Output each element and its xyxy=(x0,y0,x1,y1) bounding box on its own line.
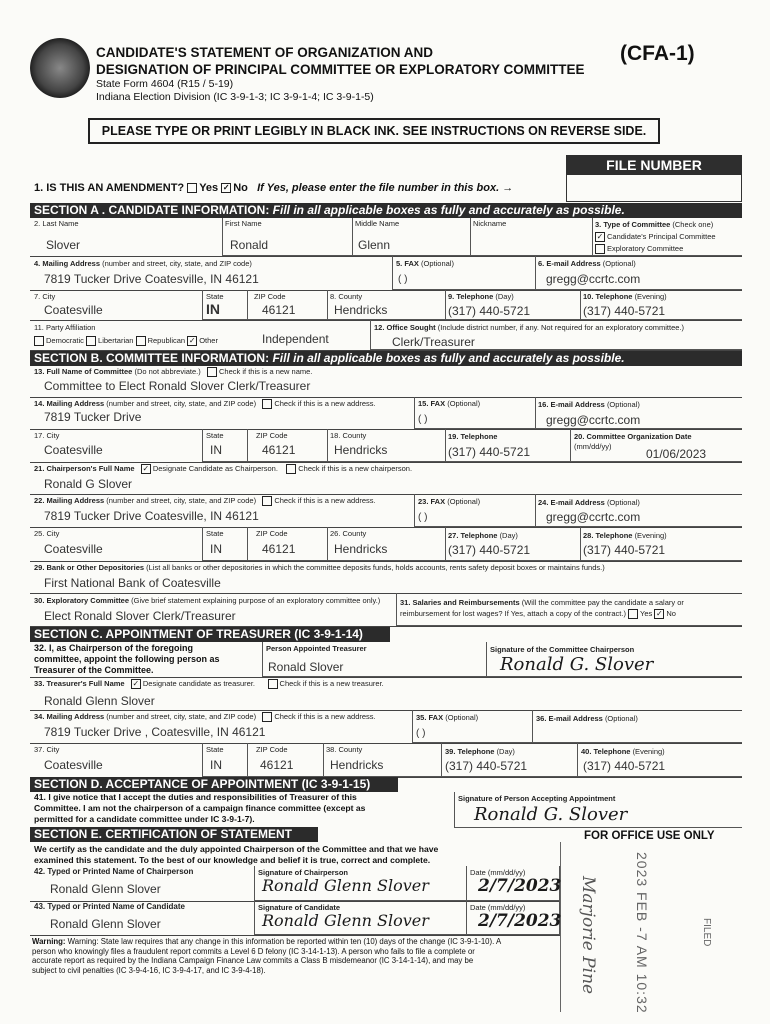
chair-telephone-evening-label: 28. Telephone xyxy=(583,531,633,540)
committee-email-field[interactable]: gregg@ccrtc.com xyxy=(546,413,641,427)
treasurer-city-label: 37. City xyxy=(34,745,60,754)
amendment-no-label: No xyxy=(233,182,248,194)
chair-city-label: 25. City xyxy=(34,529,60,538)
middle-name-label: Middle Name xyxy=(355,219,400,228)
fax-label: 5. FAX (Optional) xyxy=(396,259,454,268)
exploratory-label: 30. Exploratory Committee xyxy=(34,596,130,605)
mailing-address-field[interactable]: 7819 Tucker Drive Coatesville, IN 46121 xyxy=(44,272,259,286)
middle-name-field[interactable]: Glenn xyxy=(358,238,391,252)
designate-treasurer-label: Designate candidate as treasurer. xyxy=(142,679,256,688)
acceptance-statement: 41. I give notice that I accept the duties and responsibilities of Treasurer of this Committee. I am not the chairperson of a campaign finance committee (except as permitted for a candidate committee under IC 3-9-1-7). xyxy=(34,792,366,824)
last-name-label: 2. Last Name xyxy=(34,219,79,228)
file-number-field[interactable] xyxy=(566,175,742,202)
chair-telephone-day-field[interactable]: (317) 440-5721 xyxy=(448,543,531,557)
committee-fax-field[interactable]: ( ) xyxy=(418,414,428,425)
first-name-field[interactable]: Ronald xyxy=(230,238,269,252)
telephone-evening-field[interactable]: (317) 440-5721 xyxy=(583,304,666,318)
chairperson-field[interactable]: Ronald G Slover xyxy=(44,477,133,491)
committee-zip-field[interactable]: 46121 xyxy=(262,443,296,457)
bank-label: 29. Bank or Other Depositories xyxy=(34,563,145,572)
treasurer-email-label: 36. E-mail Address xyxy=(536,714,603,723)
chair-zip-label: ZIP Code xyxy=(256,529,288,538)
chair-city-field[interactable]: Coatesville xyxy=(44,542,103,556)
amendment-yes-label: Yes xyxy=(199,182,219,194)
state-form-number: State Form 4604 (R15 / 5-19) xyxy=(96,78,234,90)
designate-treasurer-checkbox[interactable]: ✓ xyxy=(132,679,140,689)
amendment-no-checkbox[interactable]: ✓ xyxy=(222,183,230,193)
zip-label: ZIP Code xyxy=(254,292,286,301)
committee-type-label: 3. Type of Committee (Check one) xyxy=(595,220,714,229)
salaries-no-checkbox[interactable]: ✓ xyxy=(656,609,663,619)
treasurer-mailing-field[interactable]: 7819 Tucker Drive , Coatesville, IN 46121 xyxy=(44,725,266,739)
exploratory-committee-checkbox[interactable] xyxy=(595,244,605,254)
form-title xyxy=(96,44,585,78)
title-line-1: CANDIDATE'S STATEMENT OF ORGANIZATION AND xyxy=(96,45,433,60)
city-field[interactable]: Coatesville xyxy=(44,303,103,317)
chair-date-label: Date (mm/dd/yy) xyxy=(470,868,526,877)
designate-chair-checkbox[interactable]: ✓ xyxy=(142,464,150,474)
treasurer-county-field[interactable]: Hendricks xyxy=(330,758,384,772)
candidate-signature[interactable]: Ronald Glenn Slover xyxy=(262,911,429,930)
salaries-yes-checkbox[interactable] xyxy=(628,609,638,619)
chair-cert-signature-label: Signature of Chairperson xyxy=(258,868,349,877)
new-name-checkbox[interactable] xyxy=(207,367,217,377)
treasurer-telephone-evening-label: 40. Telephone xyxy=(581,747,631,756)
principal-committee-checkbox[interactable]: ✓ xyxy=(596,232,604,242)
new-chair-checkbox[interactable] xyxy=(286,464,296,474)
treasurer-county-label: 38. County xyxy=(326,745,363,754)
treasurer-state-label: State xyxy=(206,745,224,754)
county-label: 8. County xyxy=(330,292,363,301)
chair-email-label: 24. E-mail Address xyxy=(538,498,605,507)
acceptance-signature-label: Signature of Person Accepting Appointment xyxy=(458,794,616,803)
section-a-hint: Fill in all applicable boxes as fully and accurately as possible. xyxy=(272,203,625,217)
new-treasurer-checkbox[interactable] xyxy=(268,679,278,689)
party-democratic-checkbox[interactable] xyxy=(34,336,44,346)
exploratory-field[interactable]: Elect Ronald Slover Clerk/Treasurer xyxy=(44,609,236,623)
telephone-day-label: 9. Telephone (Day) xyxy=(448,292,514,301)
city-label: 7. City xyxy=(34,292,56,301)
treasurer-new-address-checkbox[interactable] xyxy=(262,712,272,722)
candidate-signature-label: Signature of Candidate xyxy=(258,903,341,912)
committee-new-address-checkbox[interactable] xyxy=(262,399,272,409)
committee-fax-label: 15. FAX xyxy=(418,399,446,408)
title-line-2: DESIGNATION OF PRINCIPAL COMMITTEE OR EXPLORATORY COMMITTEE xyxy=(96,62,585,77)
mailing-label: 4. Mailing Address (number and street, city, state, and ZIP code) xyxy=(34,259,252,268)
treasurer-telephone-day-field[interactable]: (317) 440-5721 xyxy=(445,759,528,773)
section-c-title: SECTION C. APPOINTMENT OF TREASURER (IC 3-9-1-14) xyxy=(34,627,363,641)
fax-field[interactable]: ( ) xyxy=(398,274,408,285)
section-b-title: SECTION B. COMMITTEE INFORMATION: xyxy=(34,351,270,365)
certification-statement: We certify as the candidate and the duly appointed Chairperson of the Committee and that we have examined this statement. To the best of our knowledge and belief it is true, correct and complete. xyxy=(34,844,439,865)
telephone-evening-label: 10. Telephone (Evening) xyxy=(583,292,667,301)
chair-cert-signature[interactable]: Ronald Glenn Slover xyxy=(262,876,429,895)
acceptance-signature[interactable]: Ronald G. Slover xyxy=(474,804,628,825)
new-name-label: Check if this is a new name. xyxy=(219,367,313,376)
section-b-hint: Fill in all applicable boxes as fully and accurately as possible. xyxy=(272,351,625,365)
telephone-day-field[interactable]: (317) 440-5721 xyxy=(448,304,531,318)
exploratory-committee-label: Exploratory Committee xyxy=(607,244,684,253)
salaries-label: 31. Salaries and Reimbursements xyxy=(400,598,520,607)
candidate-date-field[interactable]: 2/7/2023 xyxy=(478,911,562,931)
amendment-instruction: If Yes, please enter the file number in this box. → xyxy=(257,182,514,194)
email-field[interactable]: gregg@ccrtc.com xyxy=(546,272,641,286)
treasurer-city-field[interactable]: Coatesville xyxy=(44,758,103,772)
organization-date-hint: (mm/dd/yy) xyxy=(574,442,612,451)
bank-field[interactable]: First National Bank of Coatesville xyxy=(44,576,221,590)
county-field[interactable]: Hendricks xyxy=(334,303,388,317)
indiana-state-seal xyxy=(30,38,90,98)
person-appointed-field[interactable]: Ronald Slover xyxy=(268,660,344,674)
file-number-header: FILE NUMBER xyxy=(566,155,742,175)
treasurer-telephone-evening-field[interactable]: (317) 440-5721 xyxy=(583,759,666,773)
designate-chair-label: Designate Candidate as Chairperson. xyxy=(152,464,278,473)
section-d-title: SECTION D. ACCEPTANCE OF APPOINTMENT (IC 3-9-1-15) xyxy=(34,777,371,791)
party-other-checkbox[interactable]: ✓ xyxy=(188,336,196,346)
committee-zip-label: ZIP Code xyxy=(256,431,288,440)
state-field[interactable]: IN xyxy=(206,301,220,317)
clerk-handwritten-note: Marjorie Pine xyxy=(578,876,598,995)
party-democratic-label: Democratic xyxy=(46,336,84,345)
committee-state-label: State xyxy=(206,431,224,440)
form-page: CANDIDATE'S STATEMENT OF ORGANIZATION AND DESIGNATION OF PRINCIPAL COMMITTEE OR EXPLORATORY COMMITTEE State Form 4604 (R15 / 5-19) Indiana Election Division (IC 3-9-1-3; IC 3-9-1-4; IC 3-9-1-5) (CFA-1) PLEASE TYPE OR PRINT LEGIBLY IN BLACK INK. SEE INSTRUCTIONS ON REVERSE SIDE. FILE NUMBER 1. IS THIS AN AMENDMENT? Yes ✓ No If Yes, please enter the file number in this box. → SECTION A . CANDIDATE INFORMATION: Fill in all applicable boxes as fully and accurately as possible. 2. Last Name Slover First Name Ronald Middle Name Glenn Nickname 3. Type of Committee (Check one) ✓ Candidate's Principal Committee Exploratory Committee 4. Mailing Address (number and street, city, state, and ZIP code) 7819 Tucker Drive Coatesville, IN 46121 5. FAX (Optional) ( ) 6. E-mail Address (Optional) gregg@ccrtc.com 7. City Coatesville State IN ZIP Code 46121 8. County Hendricks 9. Telephone (Day) (317) 440-5721 10. Telephone (Evening) (317) 440-5721 11. Party Affiliation Democratic Libertarian Republican ✓ Other Independent 12. Office Sought (Include district number, if any. Not required for an exploratory committee.) Clerk/Treasurer SECTION B. COMMITTEE INFORMATION: Fill in all applicable boxes as fully and accurately as possible. 13. Full Name of Committee (Do not abbreviate.) Check if this is a new name. Committee to Elect Ronald Slover Clerk/Treasurer 14. Mailing Address (number and street, city, state, and ZIP code) Check if this is a new address. 7819 Tucker Drive 15. FAX (Optional) ( ) 16. E-mail Address (Optional) gregg@ccrtc.com 17. City Coatesville State IN ZIP Code 46121 18. County Hendricks 19. Telephone (317) 440-5721 20. Committee Organization Date (mm/dd/yy) 01/06/2023 21. Chairperson's Full Name ✓ Designate Candidate as Chairperson. Check if this is a new chairperson. Ronald G Slover 22. Mailing Address (number and street, city, state, and ZIP code) Check if this is a new address. 7819 Tucker Drive Coatesville, IN 46121 23. FAX (Optional) ( ) 24. E-mail Address (Optional) gregg@ccrtc.com 25. City Coatesville State IN ZIP Code 46121 26. County Hendricks 27. Telephone (Day) (317) 440-5721 28. Telephone (Evening) (317) 440-5721 29. Bank or Other Depositories (List all banks or other depositories in which the committee deposits funds, holds accounts, rents safety deposit boxes or maintains funds.) First National Bank of Coatesville 30. Exploratory Committee (Give brief statement explaining purpose of an exploratory committee only.) Elect Ronald Slover Clerk/Treasurer 31. Salaries and Reimbursements (Will the committee pay the candidate a salary or reimbursement for lost wages? If Yes, attach a copy of the contract.) Yes ✓ No SECTION C. APPOINTMENT OF TREASURER (IC 3-9-1-14) 32. I, as Chairperson of the foregoing committee, appoint the following person as Treasurer of the Committee. Person Appointed Treasurer Ronald Slover Signature of the Committee Chairperson Ronald G. Slover 33. Treasurer's Full Name ✓ Designate candidate as treasurer. Check if this is a new treasurer. Ronald Glenn Slover 34. Mailing Address (number and street, city, state, and ZIP code) Check if this is a new address. 7819 Tucker Drive , Coatesville, IN 46121 35. FAX (Optional) ( ) 36. E-mail Address (Optional) 37. City Coatesville State IN ZIP Code 46121 38. County Hendricks 39. Telephone (Day) (317) 440-5721 40. Telephone (Evening) (317) 440-5721 SECTION D. ACCEPTANCE OF APPOINTMENT (IC 3-9-1-15) 41. I give notice that I accept the duties and responsibilities of Treasurer of this Committee. I am not the chairperson of a campaign finance committee (except as permitted for a candidate committee under IC 3-9-1-7). Signature of Person Accepting Appointment Ronald G. Slover SECTION E. CERTIFICATION OF STATEMENT FOR OFFICE USE ONLY We certify as the candidate and the duly appointed Chairperson of the Committee and that we have examined this statement. To the best of our knowledge and belief it is true, correct and complete. 42. Typed or Printed Name of Chairperson Ronald Glenn Slover Signature of Chairperson Ronald Glenn Slover Date (mm/dd/yy) 2/7/2023 43. Typed or Printed Name of Candidate Ronald Glenn Slover Signature of Candidate Ronald Glenn Slover Date (mm/dd/yy) 2/7/2023 Warning: Warning: State law requires that any change in this information be reported within ten (10) days of the change (IC 3-9-1-10). A person who knowingly files a fraudulent report commits a Level 6 D felony (IC 3-14-1-13). A person who fails to file a complete or accurate report as required by the Indiana Campaign Finance Law commits a Class B misdemeanor (IC 3-14-1-14), and may be subject to civil penalties (IC 3-9-4-16, IC 3-9-4-17, and IC 3-9-4-18). 2023 FEB -7 AM 10:32 FILED Marjorie Pine xyxy=(0,0,770,1024)
committee-name-field[interactable]: Committee to Elect Ronald Slover Clerk/Treasurer xyxy=(44,379,311,393)
first-name-label: First Name xyxy=(225,219,262,228)
treasurer-state-field[interactable]: IN xyxy=(210,758,222,772)
amendment-yes-checkbox[interactable] xyxy=(187,183,197,193)
treasurer-fax-label: 35. FAX xyxy=(416,713,444,722)
party-other-field[interactable]: Independent xyxy=(262,332,329,346)
candidate-date-label: Date (mm/dd/yy) xyxy=(470,903,526,912)
committee-county-field[interactable]: Hendricks xyxy=(334,443,388,457)
chair-county-label: 26. County xyxy=(330,529,367,538)
committee-state-field[interactable]: IN xyxy=(210,443,222,457)
zip-field[interactable]: 46121 xyxy=(262,303,296,317)
committee-mailing-field[interactable]: 7819 Tucker Drive xyxy=(44,410,142,424)
chair-new-address-checkbox[interactable] xyxy=(262,496,272,506)
received-date-stamp: 2023 FEB -7 AM 10:32 xyxy=(634,852,650,1014)
treasurer-fax-field[interactable]: ( ) xyxy=(416,728,426,739)
state-label: State xyxy=(206,292,224,301)
treasurer-telephone-day-label: 39. Telephone xyxy=(445,747,495,756)
candidate-name-label: 43. Typed or Printed Name of Candidate xyxy=(34,902,185,911)
chair-fax-label: 23. FAX xyxy=(418,497,446,506)
party-republican-label: Republican xyxy=(147,336,186,345)
committee-telephone-label: 19. Telephone xyxy=(448,432,498,441)
chair-state-label: State xyxy=(206,529,224,538)
treasurer-mailing-label: 34. Mailing Address xyxy=(34,712,105,721)
chair-signature-label: Signature of the Committee Chairperson xyxy=(490,645,635,654)
committee-email-label: 16. E-mail Address xyxy=(538,400,605,409)
party-other-label: Other xyxy=(199,336,218,345)
committee-city-label: 17. City xyxy=(34,431,60,440)
chair-county-field[interactable]: Hendricks xyxy=(334,542,388,556)
chair-fax-field[interactable]: ( ) xyxy=(418,512,428,523)
chair-state-field[interactable]: IN xyxy=(210,542,222,556)
chairperson-label: 21. Chairperson's Full Name xyxy=(34,464,135,473)
committee-telephone-field[interactable]: (317) 440-5721 xyxy=(448,445,531,459)
chair-mailing-label: 22. Mailing Address xyxy=(34,496,105,505)
committee-county-label: 18. County xyxy=(330,431,367,440)
party-libertarian-checkbox[interactable] xyxy=(86,336,96,346)
election-division: Indiana Election Division (IC 3-9-1-3; IC 3-9-1-4; IC 3-9-1-5) xyxy=(96,91,374,103)
treasurer-name-field[interactable]: Ronald Glenn Slover xyxy=(44,694,155,708)
appointment-statement: 32. I, as Chairperson of the foregoing committee, appoint the following person as Treasurer of the Committee. xyxy=(34,643,220,675)
office-sought-label: 12. Office Sought (Include district number, if any. Not required for an exploratory committee.) xyxy=(374,323,684,332)
ink-notice: PLEASE TYPE OR PRINT LEGIBLY IN BLACK INK. SEE INSTRUCTIONS ON REVERSE SIDE. xyxy=(88,118,660,144)
filed-stamp: FILED xyxy=(701,918,712,947)
chair-name-field[interactable]: Ronald Glenn Slover xyxy=(50,882,161,896)
committee-city-field[interactable]: Coatesville xyxy=(44,443,103,457)
principal-committee-label: Candidate's Principal Committee xyxy=(607,232,716,241)
chair-new-address-label: Check if this is a new address. xyxy=(274,496,376,505)
section-a-title: SECTION A . CANDIDATE INFORMATION: xyxy=(34,203,270,217)
chair-telephone-evening-field[interactable]: (317) 440-5721 xyxy=(583,543,666,557)
chair-email-field[interactable]: gregg@ccrtc.com xyxy=(546,510,641,524)
candidate-name-field[interactable]: Ronald Glenn Slover xyxy=(50,917,161,931)
section-b-bar xyxy=(30,351,742,366)
chair-mailing-field[interactable]: 7819 Tucker Drive Coatesville, IN 46121 xyxy=(44,509,259,523)
party-libertarian-label: Libertarian xyxy=(98,336,134,345)
nickname-label: Nickname xyxy=(473,219,507,228)
treasurer-name-label: 33. Treasurer's Full Name xyxy=(34,679,125,688)
section-e-bar xyxy=(30,827,318,842)
section-c-bar xyxy=(30,627,390,642)
email-label: 6. E-mail Address (Optional) xyxy=(538,259,636,268)
committee-new-address-label: Check if this is a new address. xyxy=(274,399,376,408)
party-republican-checkbox[interactable] xyxy=(136,336,146,346)
amendment-label: 1. IS THIS AN AMENDMENT? xyxy=(34,182,185,194)
treasurer-zip-field[interactable]: 46121 xyxy=(260,758,294,772)
salaries-yes-label: Yes xyxy=(640,609,653,618)
office-sought-field[interactable]: Clerk/Treasurer xyxy=(392,335,475,349)
office-use-label: FOR OFFICE USE ONLY xyxy=(584,830,715,842)
party-affiliation-label: 11. Party Affiliation xyxy=(34,323,96,332)
new-chair-label: Check if this is a new chairperson. xyxy=(298,464,413,473)
committee-mailing-label: 14. Mailing Address xyxy=(34,399,105,408)
committee-name-label: 13. Full Name of Committee xyxy=(34,367,133,376)
form-code: (CFA-1) xyxy=(620,42,695,65)
chair-telephone-day-label: 27. Telephone xyxy=(448,531,498,540)
form-subtitle xyxy=(96,78,374,104)
chair-name-label: 42. Typed or Printed Name of Chairperson xyxy=(34,867,194,876)
organization-date-label: 20. Committee Organization Date xyxy=(574,432,692,441)
section-e-title: SECTION E. CERTIFICATION OF STATEMENT xyxy=(34,827,292,841)
chair-zip-field[interactable]: 46121 xyxy=(262,542,296,556)
new-treasurer-label: Check if this is a new treasurer. xyxy=(279,679,384,688)
chair-signature[interactable]: Ronald G. Slover xyxy=(500,654,654,675)
chair-date-field[interactable]: 2/7/2023 xyxy=(478,876,562,896)
treasurer-zip-label: ZIP Code xyxy=(256,745,288,754)
treasurer-new-address-label: Check if this is a new address. xyxy=(274,712,376,721)
amendment-question xyxy=(34,182,513,194)
warning-text: Warning: Warning: State law requires that any change in this information be reported within ten (10) days of the change (IC 3-9-1-10). A person who knowingly files a fraudulent report commits a Level 6 D felony (IC 3-14-1-13). A person who fails to file a complete or accurate report as required by the Indiana Campaign Finance Law commits a Class B misdemeanor (IC 3-14-1-14), and may be subject to civil penalties (IC 3-9-4-16, IC 3-9-4-17, and IC 3-9-4-18). xyxy=(32,937,502,975)
salaries-no-label: No xyxy=(666,609,676,618)
section-a-bar xyxy=(30,203,742,218)
person-appointed-label: Person Appointed Treasurer xyxy=(266,644,367,653)
section-d-bar xyxy=(30,777,398,792)
organization-date-field[interactable]: 01/06/2023 xyxy=(646,447,707,461)
last-name-field[interactable]: Slover xyxy=(46,238,81,252)
